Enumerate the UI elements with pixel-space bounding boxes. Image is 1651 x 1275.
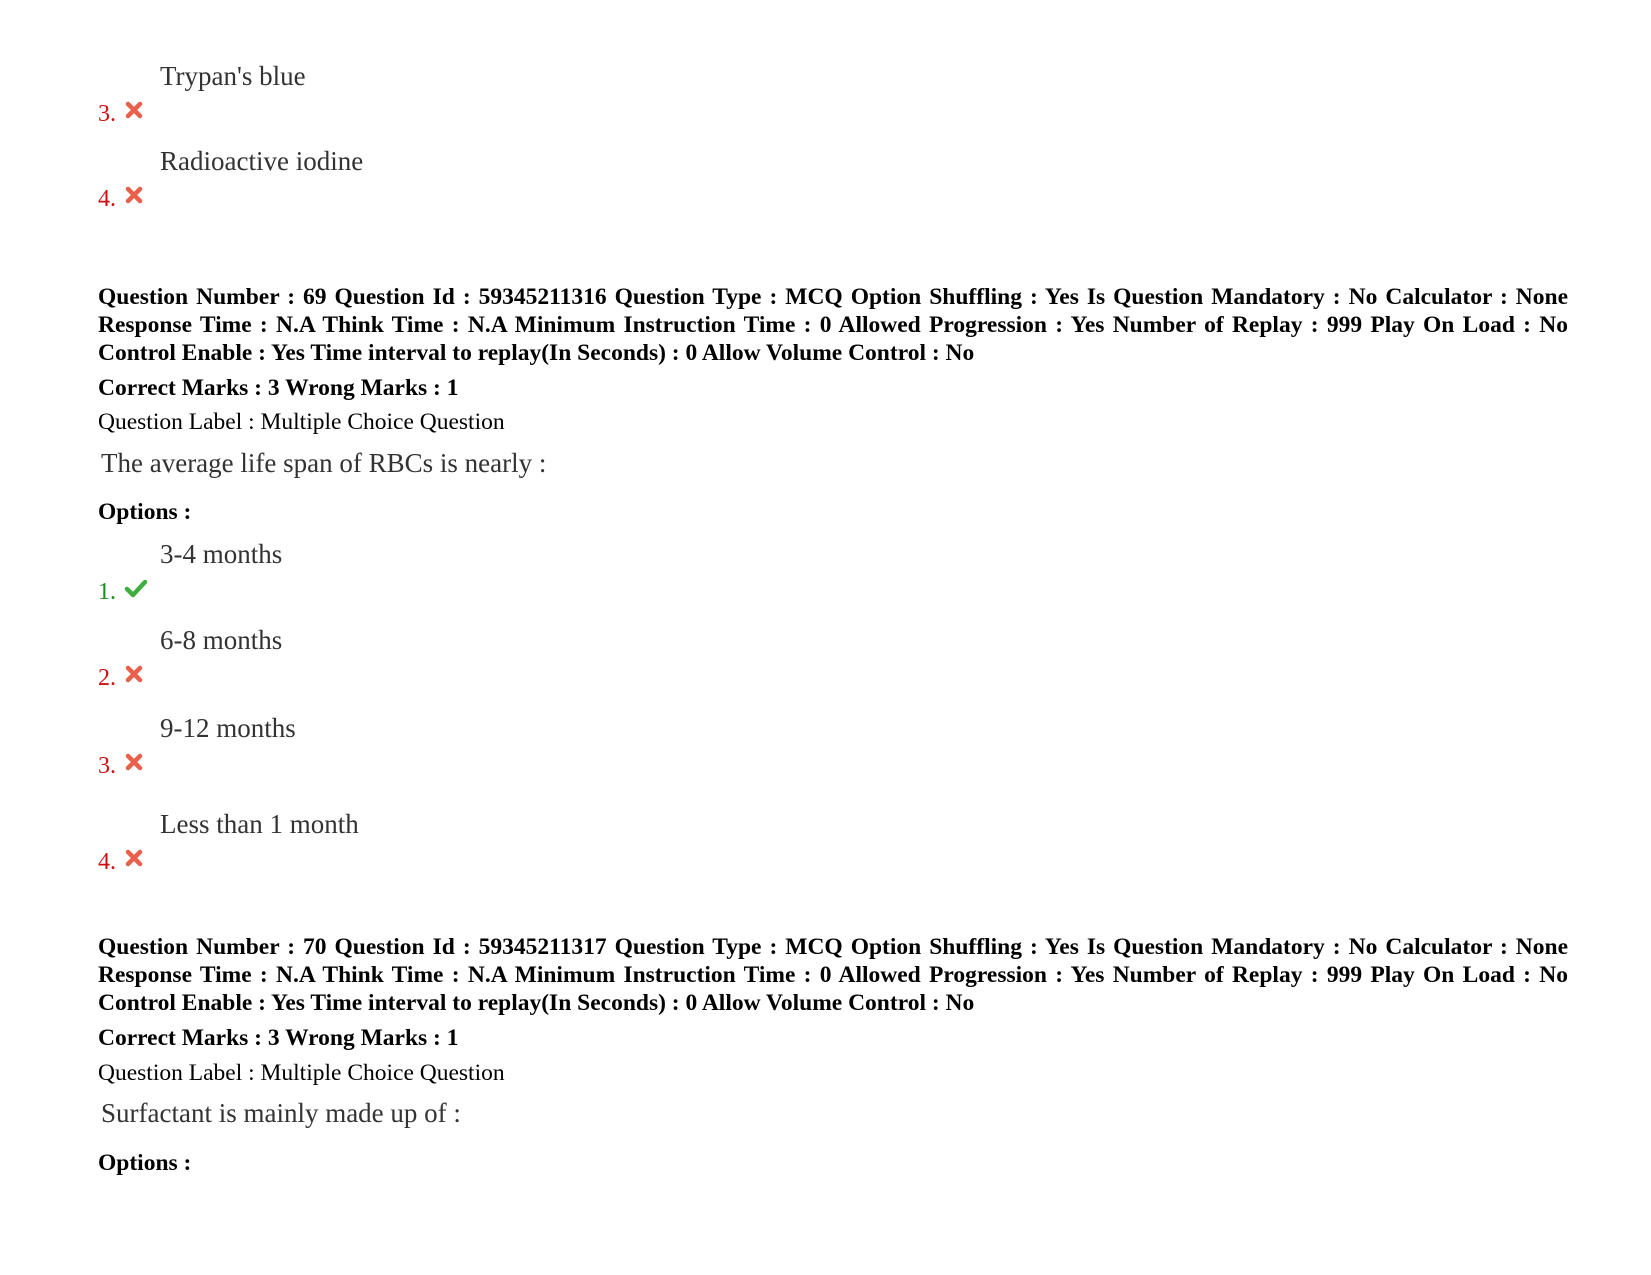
option-text: Trypan's blue <box>160 61 306 91</box>
cross-icon <box>124 664 144 684</box>
question-meta: Question Number : 70 Question Id : 59345211317 Question Type : MCQ Option Shuffling : Yes Is Question Mandatory : No Calculator : None Response Time : N.A Think Time : N.A Minimum Instruction Time : 0 Allowed Progression : Yes Number of Replay : 999 Play On Load : No Control Enable : Yes Time interval to replay(In Seconds) : 0 Allow Volume Control : No <box>98 934 1568 1016</box>
question-text: Surfactant is mainly made up of : <box>101 1098 461 1128</box>
cross-icon <box>124 100 144 120</box>
question-marks: Correct Marks : 3 Wrong Marks : 1 <box>98 375 459 401</box>
option-item <box>98 538 798 608</box>
option-item <box>98 60 798 130</box>
options-heading: Options : <box>98 499 192 525</box>
question-label: Question Label : Multiple Choice Question <box>98 409 505 435</box>
option-text: 9-12 months <box>160 713 296 743</box>
option-item <box>98 712 798 782</box>
cross-icon <box>124 848 144 868</box>
option-number: 1. <box>98 579 116 605</box>
options-heading: Options : <box>98 1150 192 1176</box>
question-marks: Correct Marks : 3 Wrong Marks : 1 <box>98 1025 459 1051</box>
option-number: 2. <box>98 665 116 691</box>
question-label: Question Label : Multiple Choice Question <box>98 1060 505 1086</box>
option-number: 4. <box>98 849 116 875</box>
cross-icon <box>124 752 144 772</box>
option-number: 3. <box>98 101 116 127</box>
option-number: 4. <box>98 186 116 212</box>
option-text: Less than 1 month <box>160 809 359 839</box>
option-number: 3. <box>98 753 116 779</box>
option-text: Radioactive iodine <box>160 146 364 176</box>
question-text: The average life span of RBCs is nearly : <box>101 448 547 478</box>
option-item <box>98 145 798 215</box>
cross-icon <box>124 185 144 205</box>
option-text: 3-4 months <box>160 539 283 569</box>
question-meta: Question Number : 69 Question Id : 59345211316 Question Type : MCQ Option Shuffling : Yes Is Question Mandatory : No Calculator : None Response Time : N.A Think Time : N.A Minimum Instruction Time : 0 Allowed Progression : Yes Number of Replay : 999 Play On Load : No Control Enable : Yes Time interval to replay(In Seconds) : 0 Allow Volume Control : No <box>98 284 1568 366</box>
option-text: 6-8 months <box>160 625 283 655</box>
option-item <box>98 808 798 878</box>
option-item <box>98 624 798 694</box>
check-icon <box>124 578 148 598</box>
